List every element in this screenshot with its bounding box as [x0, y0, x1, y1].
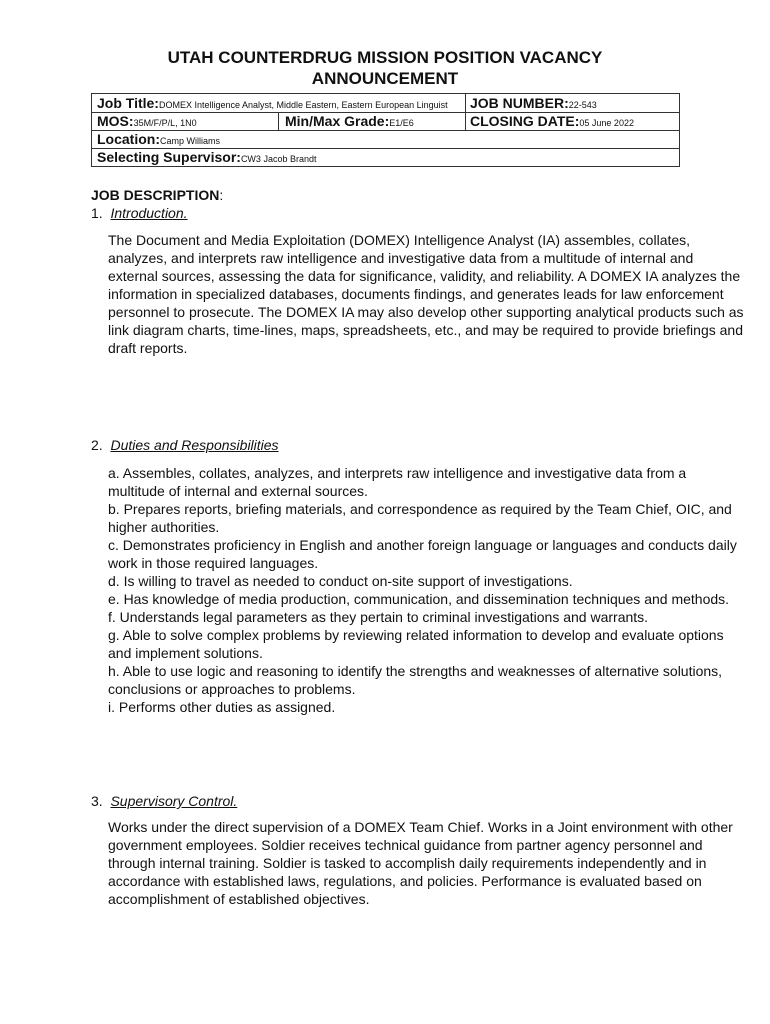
section-heading-introduction: [91, 204, 188, 222]
location-label: Location:: [97, 131, 160, 147]
job-number-value: 22-543: [568, 100, 597, 110]
section-heading-supervisory: [91, 792, 237, 810]
duty-item: g. Able to solve complex problems by reviewing related information to develop and evaluate options and implement solutions.: [108, 627, 724, 661]
duty-item: i. Performs other duties as assigned.: [108, 699, 336, 715]
duty-item: e. Has knowledge of media production, communication, and dissemination techniques and methods.: [108, 591, 730, 607]
introduction-paragraph: The Document and Media Exploitation (DOMEX) Intelligence Analyst (IA) assembles, collates, analyzes, and interprets raw intelligence and investigative data from a multitude of internal and external sources, assessing the data for significance, validity, and reliability. A DOMEX IA analyzes the information in specialized databases, documents findings, and generates leads for law enforcement personnel to prosecute. The DOMEX IA may also develop other supporting analytical products such as link diagram charts, time-lines, maps, spreadsheets, etc., and may be required to provide briefings and draft reports.: [108, 232, 744, 356]
job-title-label: Job Title:: [97, 95, 159, 111]
duty-item: d. Is willing to travel as needed to conduct on-site support of investigations.: [108, 573, 573, 589]
duty-item: b. Prepares reports, briefing materials, and correspondence as required by the Team Chief, OIC, and higher authorities.: [108, 501, 732, 535]
location-value: Camp Williams: [160, 136, 221, 146]
job-title-value: DOMEX Intelligence Analyst, Middle Eastern, Eastern European Linguist: [158, 100, 448, 110]
duties-list: [108, 464, 744, 716]
section-title: Supervisory Control.: [110, 793, 238, 809]
supervisor-value: CW3 Jacob Brandt: [240, 154, 317, 164]
closing-date-cell: [465, 112, 679, 130]
supervisory-paragraph: Works under the direct supervision of a DOMEX Team Chief. Works in a Joint environment with other government employees. Soldier receives technical guidance from partner agency personnel and through internal training. Soldier is tasked to accomplish daily requirements independently and in accordance with established laws, regulations, and policies. Performance is evaluated based on accomplishment of established objectives.: [108, 819, 733, 907]
document-title-line1: UTAH COUNTERDRUG MISSION POSITION VACANCY: [167, 48, 603, 67]
job-title-cell: [92, 94, 465, 112]
job-description-colon: :: [219, 187, 224, 203]
mos-value: 35M/F/P/L, 1N0: [133, 118, 197, 128]
grade-value: E1/E6: [389, 118, 414, 128]
section-number: 3.: [91, 793, 103, 809]
job-number-label: JOB NUMBER:: [470, 95, 569, 111]
section-number: 1.: [91, 205, 103, 221]
job-number-cell: [465, 94, 679, 112]
document-title-line2: ANNOUNCEMENT: [311, 69, 459, 88]
grade-label: Min/Max Grade:: [285, 113, 390, 129]
job-description-label: JOB DESCRIPTION: [91, 187, 220, 203]
duty-item: f. Understands legal parameters as they pertain to criminal investigations and warrants.: [108, 609, 649, 625]
section-number: 2.: [91, 437, 103, 453]
job-description-heading: [91, 186, 223, 204]
location-cell: [92, 130, 679, 148]
duty-item: a. Assembles, collates, analyzes, and interprets raw intelligence and investigative data from a multitude of internal and external sources.: [108, 465, 687, 499]
position-info-table: [91, 93, 680, 167]
supervisor-cell: [92, 148, 679, 166]
duty-item: c. Demonstrates proficiency in English and another foreign language or languages and conducts daily work in those required languages.: [108, 537, 737, 571]
mos-cell: [92, 112, 278, 130]
supervisor-label: Selecting Supervisor:: [97, 149, 241, 165]
duty-item: h. Able to use logic and reasoning to identify the strengths and weaknesses of alternative solutions, conclusions or approaches to problems.: [108, 663, 723, 697]
section-title: Introduction.: [110, 205, 188, 221]
section-heading-duties: [91, 436, 279, 454]
closing-date-value: 05 June 2022: [579, 118, 634, 128]
mos-label: MOS:: [97, 113, 134, 129]
closing-date-label: CLOSING DATE:: [470, 113, 580, 129]
section-title: Duties and Responsibilities: [110, 437, 279, 453]
grade-cell: [278, 112, 465, 130]
